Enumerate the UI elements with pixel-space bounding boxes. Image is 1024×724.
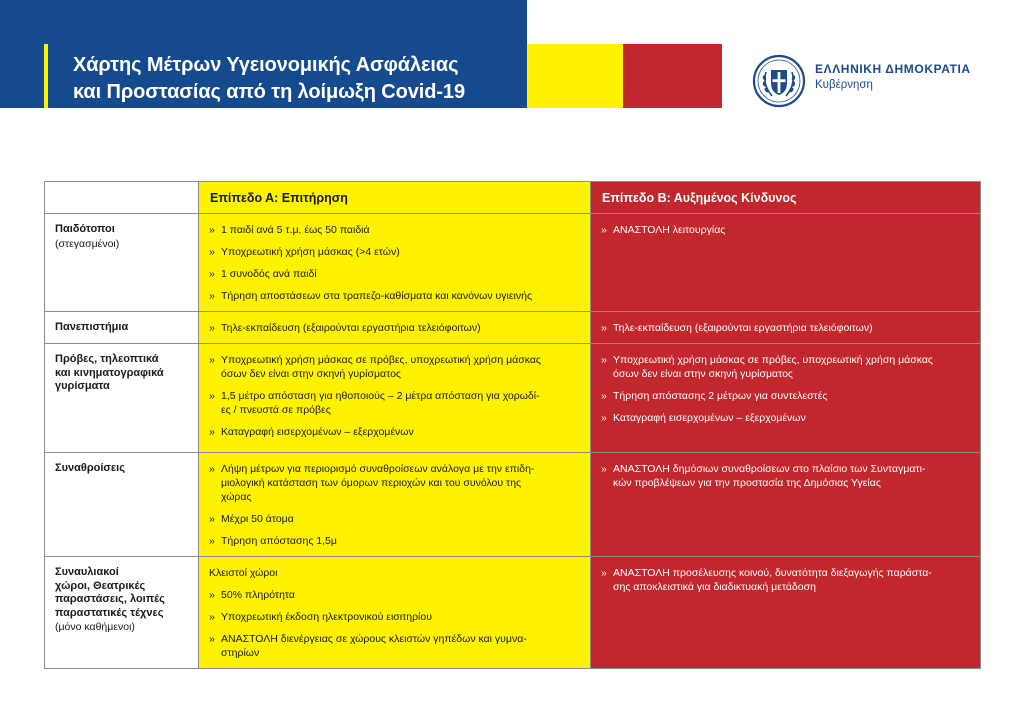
list-item: » 50% πληρότητα xyxy=(209,588,580,602)
level-a-list xyxy=(209,353,580,439)
greek-emblem-icon xyxy=(752,54,806,108)
row-title: Συναθροίσεις xyxy=(55,462,125,474)
list-item: » Υποχρεωτική έκδοση ηλεκτρονικού εισιτηρίου xyxy=(209,610,580,624)
header-empty-cell xyxy=(45,182,199,214)
list-item: » Καταγραφή εισερχομένων – εξερχομένων xyxy=(601,411,970,425)
organization-subtitle: Κυβέρνηση xyxy=(815,79,873,91)
indoor-venues-heading: Κλειστοί χώροι xyxy=(209,567,278,579)
organization-name: ΕΛΛΗΝΙΚΗ ΔΗΜΟΚΡΑΤΙΑ xyxy=(815,62,971,76)
level-b-list xyxy=(601,223,970,237)
list-item: » ΑΝΑΣΤΟΛΗ δημόσιων συναθροίσεων στο πλαίσιο των Συνταγματι- κών προβλέψεων για την προστασία της Δημόσιας Υγείας xyxy=(601,462,970,490)
header-red-bar xyxy=(623,44,722,108)
organization-block xyxy=(815,62,971,93)
level-b-cell xyxy=(591,344,981,453)
header-yellow-accent xyxy=(44,44,48,108)
list-item: » Τηλε-εκπαίδευση (εξαιρούνται εργαστήρια τελειόφοιτων) xyxy=(601,321,970,335)
row-title: Παιδότοποι xyxy=(55,223,115,235)
list-item: » ΑΝΑΣΤΟΛΗ προσέλευσης κοινού, δυνατότητα διεξαγωγής παράστα- σης αποκλειστικά για διαδικτυακή μετάδοση xyxy=(601,566,970,594)
level-a-list xyxy=(209,462,580,548)
table-row xyxy=(45,453,981,557)
table-row xyxy=(45,557,981,669)
level-a-cell xyxy=(199,214,591,312)
table-row xyxy=(45,344,981,453)
list-item: » Μέχρι 50 άτομα xyxy=(209,512,580,526)
list-item: » ΑΝΑΣΤΟΛΗ λειτουργίας xyxy=(601,223,970,237)
row-label-cell xyxy=(45,557,199,669)
page-title-line-2: και Προστασίας από τη λοίμωξη Covid-19 xyxy=(73,81,465,103)
level-a-header: Επίπεδο Α: Επιτήρηση xyxy=(199,182,591,214)
row-label-cell xyxy=(45,214,199,312)
row-title: Πρόβες, τηλεοπτικά και κινηματογραφικά γυρίσματα xyxy=(55,353,164,392)
table-row xyxy=(45,312,981,344)
level-a-cell xyxy=(199,344,591,453)
level-b-header: Επίπεδο Β: Αυξημένος Κίνδυνος xyxy=(591,182,981,214)
list-item: » Τήρηση απόστασης 2 μέτρων για συντελεστές xyxy=(601,389,970,403)
level-b-cell xyxy=(591,453,981,557)
level-b-cell xyxy=(591,312,981,344)
header-yellow-bar xyxy=(527,44,623,108)
row-title: Συναυλιακοί χώροι, Θεατρικές παραστάσεις, λοιπές παραστατικές τέχνες xyxy=(55,566,165,619)
list-item: » Υποχρεωτική χρήση μάσκας σε πρόβες, υποχρεωτική χρήση μάσκας όσων δεν είναι στην σκηνή γυρίσματος xyxy=(601,353,970,381)
list-item: » Τηλε-εκπαίδευση (εξαιρούνται εργαστήρια τελειόφοιτων) xyxy=(209,321,580,335)
list-item: » 1 παιδί ανά 5 τ.μ. έως 50 παιδιά xyxy=(209,223,580,237)
table-row xyxy=(45,214,981,312)
level-b-list xyxy=(601,566,970,594)
level-b-cell xyxy=(591,214,981,312)
page-title-line-1: Χάρτης Μέτρων Υγειονομικής Ασφάλειας xyxy=(73,54,459,76)
list-item: » Τήρηση απόστασης 1,5μ xyxy=(209,534,580,548)
row-subtitle: (στεγασμένοι) xyxy=(55,237,120,250)
row-label-cell xyxy=(45,344,199,453)
page-title xyxy=(73,52,465,106)
list-item: » Υποχρεωτική χρήση μάσκας (>4 ετών) xyxy=(209,245,580,259)
list-item: » Τήρηση αποστάσεων στα τραπεζο-καθίσματα και κανόνων υγιεινής xyxy=(209,289,580,303)
list-item: » Υποχρεωτική χρήση μάσκας σε πρόβες, υποχρεωτική χρήση μάσκας όσων δεν είναι στην σκηνή γυρίσματος xyxy=(209,353,580,381)
level-b-list xyxy=(601,353,970,425)
table-header-row xyxy=(45,182,981,214)
row-label-cell xyxy=(45,312,199,344)
list-item: » ΑΝΑΣΤΟΛΗ διενέργειας σε χώρους κλειστών γηπέδων και γυμνα- στηρίων xyxy=(209,632,580,660)
measures-table xyxy=(44,181,981,669)
level-a-cell xyxy=(199,557,591,669)
level-b-list xyxy=(601,321,970,335)
list-item: » 1 συνοδός ανά παιδί xyxy=(209,267,580,281)
row-label-cell xyxy=(45,453,199,557)
row-subtitle: (μόνο καθήμενοι) xyxy=(55,621,135,633)
list-item: » Καταγραφή εισερχομένων – εξερχομένων xyxy=(209,425,580,439)
level-a-cell xyxy=(199,453,591,557)
list-item: » Λήψη μέτρων για περιορισμό συναθροίσεων ανάλογα με την επιδη- μιολογική κατάσταση των όμορων περιοχών και του συνόλου της χώρας xyxy=(209,462,580,504)
list-item: » 1,5 μέτρο απόσταση για ηθοποιούς – 2 μέτρα απόσταση για χορωδί- ες / πνευστά σε πρόβες xyxy=(209,389,580,417)
level-a-list xyxy=(209,321,580,335)
level-a-list xyxy=(209,588,580,660)
level-a-list xyxy=(209,223,580,303)
level-b-cell xyxy=(591,557,981,669)
level-b-list xyxy=(601,462,970,490)
level-a-cell xyxy=(199,312,591,344)
row-title: Πανεπιστήμια xyxy=(55,321,129,333)
